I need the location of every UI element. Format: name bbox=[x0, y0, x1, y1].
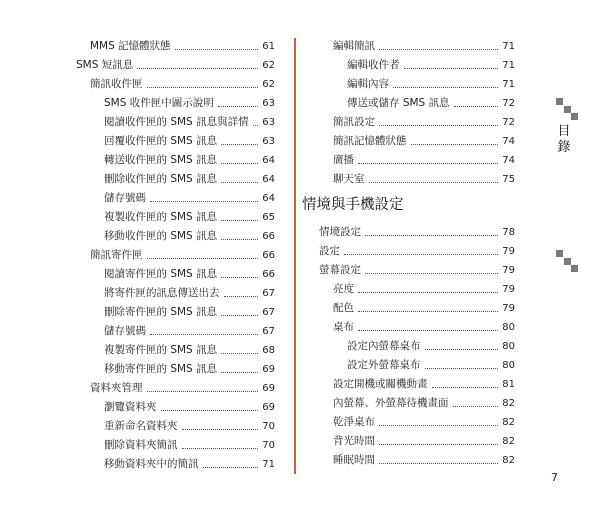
dot-leader bbox=[175, 49, 259, 50]
toc-entry-label: 桌布 bbox=[333, 321, 354, 333]
toc-entry-label: 刪除資料夾簡訊 bbox=[104, 439, 178, 451]
dot-leader bbox=[182, 448, 259, 449]
dot-leader bbox=[150, 201, 258, 202]
toc-entry-label: 編輯簡訊 bbox=[333, 40, 375, 52]
toc-entry-page: 61 bbox=[262, 41, 275, 52]
toc-entry-page: 62 bbox=[262, 60, 275, 71]
toc-entry-page: 69 bbox=[262, 402, 275, 413]
toc-entry-label: 複製收件匣的 SMS 訊息 bbox=[104, 211, 218, 223]
dot-leader bbox=[358, 292, 498, 293]
dot-leader bbox=[221, 182, 258, 183]
toc-entry-page: 64 bbox=[262, 193, 275, 204]
toc-entry-label: 設定開機或關機動畫 bbox=[333, 378, 428, 390]
toc-entry[interactable] bbox=[333, 132, 515, 151]
toc-entry[interactable] bbox=[104, 151, 275, 170]
toc-entry-label: 儲存號碼 bbox=[104, 325, 146, 337]
toc-entry-page: 67 bbox=[262, 326, 275, 337]
toc-entry[interactable] bbox=[76, 56, 275, 75]
tab-square bbox=[556, 98, 563, 105]
toc-entry-label: 廣播 bbox=[333, 154, 354, 166]
dot-leader bbox=[411, 144, 499, 145]
dot-leader bbox=[150, 334, 258, 335]
dot-leader bbox=[358, 311, 498, 312]
toc-entry-page: 74 bbox=[502, 136, 515, 147]
toc-entry-page: 63 bbox=[262, 117, 275, 128]
toc-entry-page: 62 bbox=[262, 79, 275, 90]
tab-square bbox=[571, 113, 578, 120]
toc-entry-page: 66 bbox=[262, 231, 275, 242]
dot-leader bbox=[221, 163, 258, 164]
toc-entry-page: 69 bbox=[262, 364, 275, 375]
toc-entry-label: 乾淨桌布 bbox=[333, 416, 375, 428]
tab-square bbox=[556, 250, 563, 257]
toc-entry-label: 回覆收件匣的 SMS 訊息 bbox=[104, 135, 218, 147]
toc-entry-label: 閱讀寄件匣的 SMS 訊息 bbox=[104, 268, 218, 280]
toc-entry-page: 71 bbox=[502, 79, 515, 90]
toc-entry-label: 瀏覽資料夾 bbox=[104, 401, 157, 413]
toc-entry[interactable] bbox=[347, 337, 515, 356]
toc-entry[interactable] bbox=[347, 356, 515, 375]
toc-entry-label: 複製寄件匣的 SMS 訊息 bbox=[104, 344, 218, 356]
toc-entry[interactable] bbox=[104, 284, 275, 303]
dot-leader bbox=[379, 444, 498, 445]
toc-entry-page: 81 bbox=[502, 379, 515, 390]
toc-entry-label: 重新命名資料夾 bbox=[104, 420, 178, 432]
dot-leader bbox=[365, 235, 498, 236]
toc-entry[interactable] bbox=[90, 379, 275, 398]
dot-leader bbox=[358, 163, 498, 164]
dot-leader bbox=[221, 144, 258, 145]
toc-entry[interactable] bbox=[333, 113, 515, 132]
dot-leader bbox=[425, 368, 499, 369]
dot-leader bbox=[203, 467, 259, 468]
toc-entry[interactable] bbox=[90, 75, 275, 94]
toc-entry-page: 67 bbox=[262, 307, 275, 318]
toc-entry[interactable] bbox=[104, 265, 275, 284]
toc-entry-label: 儲存號碼 bbox=[104, 192, 146, 204]
tab-square bbox=[564, 258, 571, 265]
dot-leader bbox=[425, 349, 499, 350]
toc-entry[interactable] bbox=[104, 303, 275, 322]
dot-leader bbox=[358, 330, 498, 331]
toc-entry-page: 68 bbox=[262, 345, 275, 356]
toc-entry-label: MMS 記憶體狀態 bbox=[90, 40, 171, 52]
dot-leader bbox=[404, 68, 499, 69]
toc-entry[interactable] bbox=[104, 132, 275, 151]
toc-entry-page: 63 bbox=[262, 98, 275, 109]
toc-entry-label: 背光時間 bbox=[333, 435, 375, 447]
toc-entry-label: 刪除收件匣的 SMS 訊息 bbox=[104, 173, 218, 185]
toc-entry[interactable] bbox=[104, 189, 275, 208]
toc-entry[interactable] bbox=[333, 375, 515, 394]
toc-entry-page: 79 bbox=[502, 284, 515, 295]
toc-entry-label: SMS 收件匣中圖示說明 bbox=[104, 97, 214, 109]
toc-entry-label: 配色 bbox=[333, 302, 354, 314]
section-title: 情境與手機設定 bbox=[302, 197, 404, 213]
toc-entry-page: 70 bbox=[262, 440, 275, 451]
dot-leader bbox=[147, 258, 259, 259]
toc-entry[interactable] bbox=[319, 261, 515, 280]
toc-entry-page: 79 bbox=[502, 265, 515, 276]
dot-leader bbox=[379, 125, 498, 126]
toc-entry[interactable] bbox=[333, 170, 515, 189]
toc-entry-label: 亮度 bbox=[333, 283, 354, 295]
toc-entry-page: 64 bbox=[262, 155, 275, 166]
toc-entry[interactable] bbox=[104, 436, 275, 455]
toc-entry[interactable] bbox=[104, 113, 275, 132]
toc-entry-label: 設定 bbox=[319, 245, 340, 257]
toc-entry-page: 64 bbox=[262, 174, 275, 185]
dot-leader bbox=[221, 372, 258, 373]
toc-entry[interactable] bbox=[90, 37, 275, 56]
toc-entry-label: 聊天室 bbox=[333, 173, 365, 185]
toc-entry-label: 內螢幕、外螢幕待機畫面 bbox=[333, 397, 449, 409]
toc-entry[interactable] bbox=[104, 208, 275, 227]
toc-entry[interactable] bbox=[333, 280, 515, 299]
toc-entry[interactable] bbox=[333, 394, 515, 413]
toc-entry-label: 轉送收件匣的 SMS 訊息 bbox=[104, 154, 218, 166]
toc-entry-label: 編輯內容 bbox=[347, 78, 389, 90]
toc-entry-label: 資料夾管理 bbox=[90, 382, 143, 394]
toc-entry[interactable] bbox=[104, 360, 275, 379]
side-tab-label: 目錄 bbox=[557, 124, 571, 155]
dot-leader bbox=[453, 406, 499, 407]
dot-leader bbox=[365, 273, 498, 274]
toc-entry-label: 螢幕設定 bbox=[319, 264, 361, 276]
toc-entry[interactable] bbox=[333, 451, 515, 470]
dot-leader bbox=[253, 125, 259, 126]
toc-entry-page: 79 bbox=[502, 303, 515, 314]
toc-entry-page: 71 bbox=[502, 60, 515, 71]
tab-square bbox=[571, 265, 578, 272]
toc-entry[interactable] bbox=[104, 170, 275, 189]
dot-leader bbox=[393, 87, 498, 88]
toc-entry-page: 78 bbox=[502, 227, 515, 238]
dot-leader bbox=[161, 410, 259, 411]
toc-entry-page: 75 bbox=[502, 174, 515, 185]
toc-entry-page: 71 bbox=[262, 459, 275, 470]
toc-entry-label: 簡訊設定 bbox=[333, 116, 375, 128]
toc-entry[interactable] bbox=[90, 246, 275, 265]
dot-leader bbox=[182, 429, 259, 430]
toc-entry[interactable] bbox=[333, 318, 515, 337]
toc-entry-label: 簡訊記憶體狀態 bbox=[333, 135, 407, 147]
toc-entry-page: 82 bbox=[502, 417, 515, 428]
toc-entry-label: 移動收件匣的 SMS 訊息 bbox=[104, 230, 218, 242]
toc-entry-label: 簡訊收件匣 bbox=[90, 78, 143, 90]
dot-leader bbox=[147, 391, 259, 392]
dot-leader bbox=[221, 239, 258, 240]
toc-entry-label: SMS 短訊息 bbox=[76, 59, 134, 71]
toc-entry-label: 將寄件匣的訊息傳送出去 bbox=[104, 287, 220, 299]
toc-entry-page: 72 bbox=[502, 117, 515, 128]
dot-leader bbox=[369, 182, 499, 183]
toc-entry-page: 70 bbox=[262, 421, 275, 432]
page-number: 7 bbox=[551, 471, 558, 484]
toc-entry[interactable] bbox=[104, 94, 275, 113]
toc-entry-label: 移動資料夾中的簡訊 bbox=[104, 458, 199, 470]
toc-entry-label: 刪除寄件匣的 SMS 訊息 bbox=[104, 306, 218, 318]
toc-entry[interactable] bbox=[347, 94, 515, 113]
dot-leader bbox=[379, 425, 498, 426]
toc-entry-label: 睡眠時間 bbox=[333, 454, 375, 466]
toc-entry-page: 80 bbox=[502, 322, 515, 333]
toc-entry[interactable] bbox=[319, 242, 515, 261]
toc-entry[interactable] bbox=[104, 322, 275, 341]
toc-entry-page: 67 bbox=[262, 288, 275, 299]
toc-entry[interactable] bbox=[347, 56, 515, 75]
toc-entry-page: 63 bbox=[262, 136, 275, 147]
toc-entry-label: 閱讀收件匣的 SMS 訊息與詳情 bbox=[104, 116, 249, 128]
toc-entry-label: 編輯收件者 bbox=[347, 59, 400, 71]
toc-entry-page: 66 bbox=[262, 250, 275, 261]
dot-leader bbox=[137, 68, 258, 69]
toc-entry-page: 82 bbox=[502, 398, 515, 409]
toc-entry-page: 66 bbox=[262, 269, 275, 280]
toc-entry-label: 移動寄件匣的 SMS 訊息 bbox=[104, 363, 218, 375]
toc-entry[interactable] bbox=[104, 455, 275, 474]
toc-entry[interactable] bbox=[319, 223, 515, 242]
column-divider bbox=[294, 38, 296, 474]
dot-leader bbox=[147, 87, 259, 88]
toc-entry[interactable] bbox=[333, 432, 515, 451]
toc-entry-page: 69 bbox=[262, 383, 275, 394]
toc-entry[interactable] bbox=[333, 413, 515, 432]
toc-entry[interactable] bbox=[104, 417, 275, 436]
tab-square bbox=[564, 106, 571, 113]
toc-entry[interactable] bbox=[333, 299, 515, 318]
dot-leader bbox=[221, 277, 258, 278]
dot-leader bbox=[432, 387, 499, 388]
dot-leader bbox=[379, 463, 498, 464]
dot-leader bbox=[344, 254, 498, 255]
dot-leader bbox=[218, 106, 259, 107]
toc-entry-page: 79 bbox=[502, 246, 515, 257]
toc-entry[interactable] bbox=[104, 227, 275, 246]
toc-entry[interactable] bbox=[333, 151, 515, 170]
dot-leader bbox=[454, 106, 499, 107]
dot-leader bbox=[221, 220, 258, 221]
toc-entry-page: 82 bbox=[502, 436, 515, 447]
toc-entry[interactable] bbox=[104, 398, 275, 417]
toc-entry-label: 情境設定 bbox=[319, 226, 361, 238]
dot-leader bbox=[221, 353, 258, 354]
toc-entry[interactable] bbox=[347, 75, 515, 94]
dot-leader bbox=[221, 315, 258, 316]
toc-entry-label: 設定外螢幕桌布 bbox=[347, 359, 421, 371]
dot-leader bbox=[224, 296, 259, 297]
toc-entry-label: 簡訊寄件匣 bbox=[90, 249, 143, 261]
toc-entry-label: 傳送或儲存 SMS 訊息 bbox=[347, 97, 450, 109]
toc-entry-page: 74 bbox=[502, 155, 515, 166]
toc-entry-page: 72 bbox=[502, 98, 515, 109]
toc-entry-page: 80 bbox=[502, 360, 515, 371]
dot-leader bbox=[379, 49, 498, 50]
toc-entry-page: 65 bbox=[262, 212, 275, 223]
toc-entry-page: 82 bbox=[502, 455, 515, 466]
toc-entry[interactable] bbox=[333, 37, 515, 56]
toc-entry-label: 設定內螢幕桌布 bbox=[347, 340, 421, 352]
toc-entry-page: 71 bbox=[502, 41, 515, 52]
toc-entry[interactable] bbox=[104, 341, 275, 360]
toc-entry-page: 80 bbox=[502, 341, 515, 352]
